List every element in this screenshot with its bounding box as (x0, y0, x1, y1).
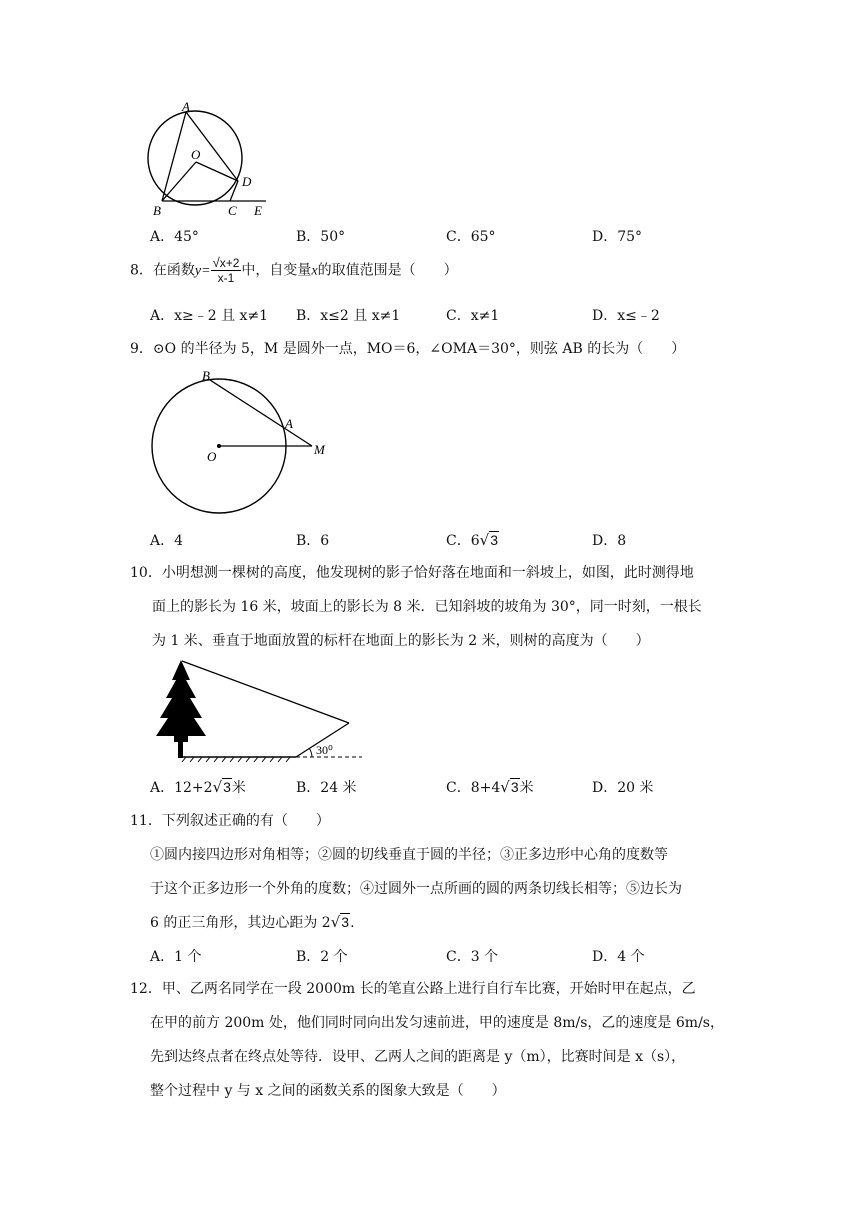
q9-center-dot (217, 444, 221, 448)
q10-angle-label: 30⁰ (316, 743, 333, 757)
q12-line3: 先到达终点者在终点处等待．设甲、乙两人之间的距离是 y（m），比赛时间是 x（s）， (150, 1049, 686, 1065)
q7-option-d[interactable]: D．75° (592, 229, 643, 245)
q9-line-bm (210, 380, 312, 446)
q9-option-b[interactable]: B．6 (296, 533, 330, 549)
q10-angle-arc (309, 748, 312, 757)
q10-option-a[interactable]: A．12+2√3米 (150, 778, 246, 796)
q7-label-c: C (228, 203, 237, 218)
q10-line3: 为 1 米、垂直于地面放置的标杆在地面上的影长为 2 米，则树的高度为（ ） (152, 633, 650, 649)
q8-option-d[interactable]: D．x≤﹣2 (592, 308, 660, 324)
q12-line2: 在甲的前方 200m 处，他们同时同向出发匀速前进，甲的速度是 8m/s，乙的速度是 6m/s， (150, 1015, 724, 1031)
q7-option-a[interactable]: A．45° (150, 229, 199, 245)
q9-label-b: B (202, 368, 210, 383)
q8-y-eq: y= (194, 263, 211, 279)
q8-option-a[interactable]: A．x≥﹣2 且 x≠1 (150, 308, 269, 324)
q11-line2: ①圆内接四边形对角相等；②圆的切线垂直于圆的半径；③正多边形中心角的度数等 (150, 847, 668, 863)
q9-label-m: M (314, 442, 325, 457)
q7-label-b: B (153, 203, 161, 218)
q12-line1: 12．甲、乙两名同学在一段 2000m 长的笔直公路上进行自行车比赛，开始时甲在起点，乙 (130, 981, 696, 997)
q8-prefix: 8．在函数 (130, 262, 195, 279)
q8-suffix2: 的取值范围是（ ） (317, 262, 458, 279)
q7-circle-figure (140, 100, 280, 222)
q7-line-od (196, 162, 238, 181)
q11-option-b[interactable]: B．2 个 (296, 949, 348, 965)
q8-numerator: x+2 (219, 256, 240, 270)
q10-tree-figure (146, 658, 368, 770)
q10-line2: 面上的影长为 16 米，坡面上的影长为 8 米．已知斜坡的坡角为 30°，同一时刻，一根长 (152, 599, 702, 615)
q8-stem (130, 256, 458, 285)
q10-option-b[interactable]: B．24 米 (296, 780, 357, 796)
q10-option-d[interactable]: D．20 米 (592, 780, 654, 796)
q11-option-c[interactable]: C．3 个 (446, 949, 499, 965)
q9-option-a[interactable]: A．4 (150, 533, 184, 549)
q7-label-d: D (242, 174, 252, 189)
q8-option-c[interactable]: C．x≠1 (446, 308, 500, 324)
q7-option-b[interactable]: B．50° (296, 229, 346, 245)
q11-line4: 6 的正三角形，其边心距为 2√3. (150, 913, 355, 931)
q9-option-c[interactable]: C．6√3 (446, 531, 498, 549)
q9-option-d[interactable]: D．8 (592, 533, 627, 549)
q11-option-d[interactable]: D．4 个 (592, 949, 645, 965)
q8-fraction: $\frac{√x+2}{x-1}$ (212, 255, 240, 285)
q8-option-b[interactable]: B．x≤2 且 x≠1 (296, 308, 401, 324)
q8-suffix: 中，自变量 (241, 262, 312, 279)
q7-option-c[interactable]: C．65° (446, 229, 496, 245)
q10-option-c[interactable]: C．8+4√3米 (446, 778, 534, 796)
q11-line3: 于这个正多边形一个外角的度数；④过圆外一点所画的圆的两条切线长相等；⑤边长为 (150, 881, 682, 897)
q8-var: x (311, 263, 318, 279)
q11-option-a[interactable]: A．1 个 (150, 949, 202, 965)
q9-circle-figure (146, 364, 346, 516)
q10-line1: 10．小明想测一棵树的高度，他发现树的影子恰好落在地面和一斜坡上，如图，此时测得地 (130, 565, 694, 581)
q9-label-o: O (207, 449, 217, 464)
q9-stem: 9．⊙O 的半径为 5，M 是圆外一点，MO＝6，∠OMA＝30°，则弦 AB 的长为（ ） (130, 341, 686, 357)
tree-icon (156, 660, 206, 758)
q12-line4: 整个过程中 y 与 x 之间的函数关系的图象大致是（ ） (150, 1083, 506, 1099)
q7-label-o: O (191, 147, 201, 162)
q9-label-a: A (285, 416, 293, 431)
q7-label-a: A (182, 100, 190, 114)
q8-denominator: x-1 (217, 271, 235, 285)
q10-sun-ray (182, 661, 349, 723)
q7-label-e: E (254, 203, 262, 218)
q11-line1: 11．下列叙述正确的有（ ） (130, 813, 330, 829)
